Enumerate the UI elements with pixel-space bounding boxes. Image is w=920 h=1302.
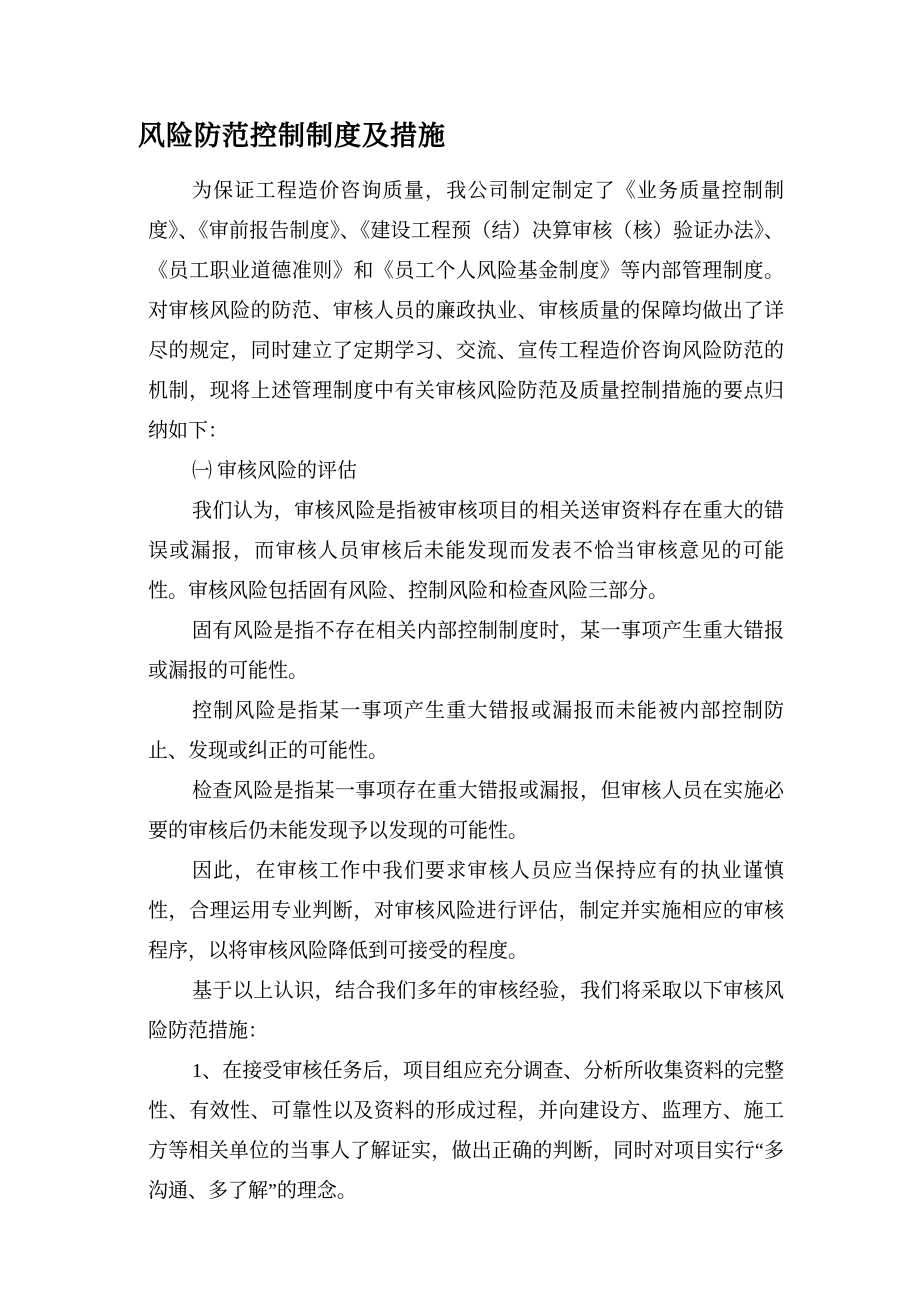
paragraph-control-risk: 控制风险是指某一事项产生重大错报或漏报而未能被内部控制防止、发现或纠正的可能性。 <box>148 700 784 762</box>
paragraph-prudence-conclusion: 因此，在审核工作中我们要求审核人员应当保持应有的执业谨慎性，合理运用专业判断，对审核风险进行评估，制定并实施相应的审核程序，以将审核风险降低到可接受的程度。 <box>148 860 784 962</box>
section-heading-risk-assessment: ㈠ 审核风险的评估 <box>192 460 357 482</box>
paragraph-measure-1: 1、在接受审核任务后，项目组应充分调查、分析所收集资料的完整性、有效性、可靠性以及资料的形成过程，并向建设方、监理方、施工方等相关单位的当事人了解证实，做出正确的判断，同时对项目实行“多沟通、多了解”的理念。 <box>148 1060 784 1202</box>
document-content <box>138 0 784 1211</box>
paragraph-measures-intro: 基于以上认识，结合我们多年的审核经验，我们将采取以下审核风险防范措施： <box>148 980 784 1042</box>
paragraph-inherent-risk: 固有风险是指不存在相关内部控制制度时，某一事项产生重大错报或漏报的可能性。 <box>148 620 784 682</box>
document-title: 风险防范控制制度及措施 <box>138 121 446 151</box>
paragraph-intro: 为保证工程造价咨询质量，我公司制定制定了《业务质量控制制度》、《审前报告制度》、《建设工程预（结）决算审核（核）验证办法》、《员工职业道德准则》和《员工个人风险基金制度》等内部管理制度。对审核风险的防范、审核人员的廉政执业、审核质量的保障均做出了详尽的规定，同时建立了定期学习、交流、宣传工程造价咨询风险防范的机制，现将上述管理制度中有关审核风险防范及质量控制措施的要点归纳如下： <box>148 180 784 442</box>
paragraph-detection-risk: 检查风险是指某一事项存在重大错报或漏报，但审核人员在实施必要的审核后仍未能发现予以发现的可能性。 <box>148 780 784 842</box>
paragraph-risk-definition: 我们认为，审核风险是指被审核项目的相关送审资料存在重大的错误或漏报，而审核人员审核后未能发现而发表不恰当审核意见的可能性。审核风险包括固有风险、控制风险和检查风险三部分。 <box>148 500 784 602</box>
